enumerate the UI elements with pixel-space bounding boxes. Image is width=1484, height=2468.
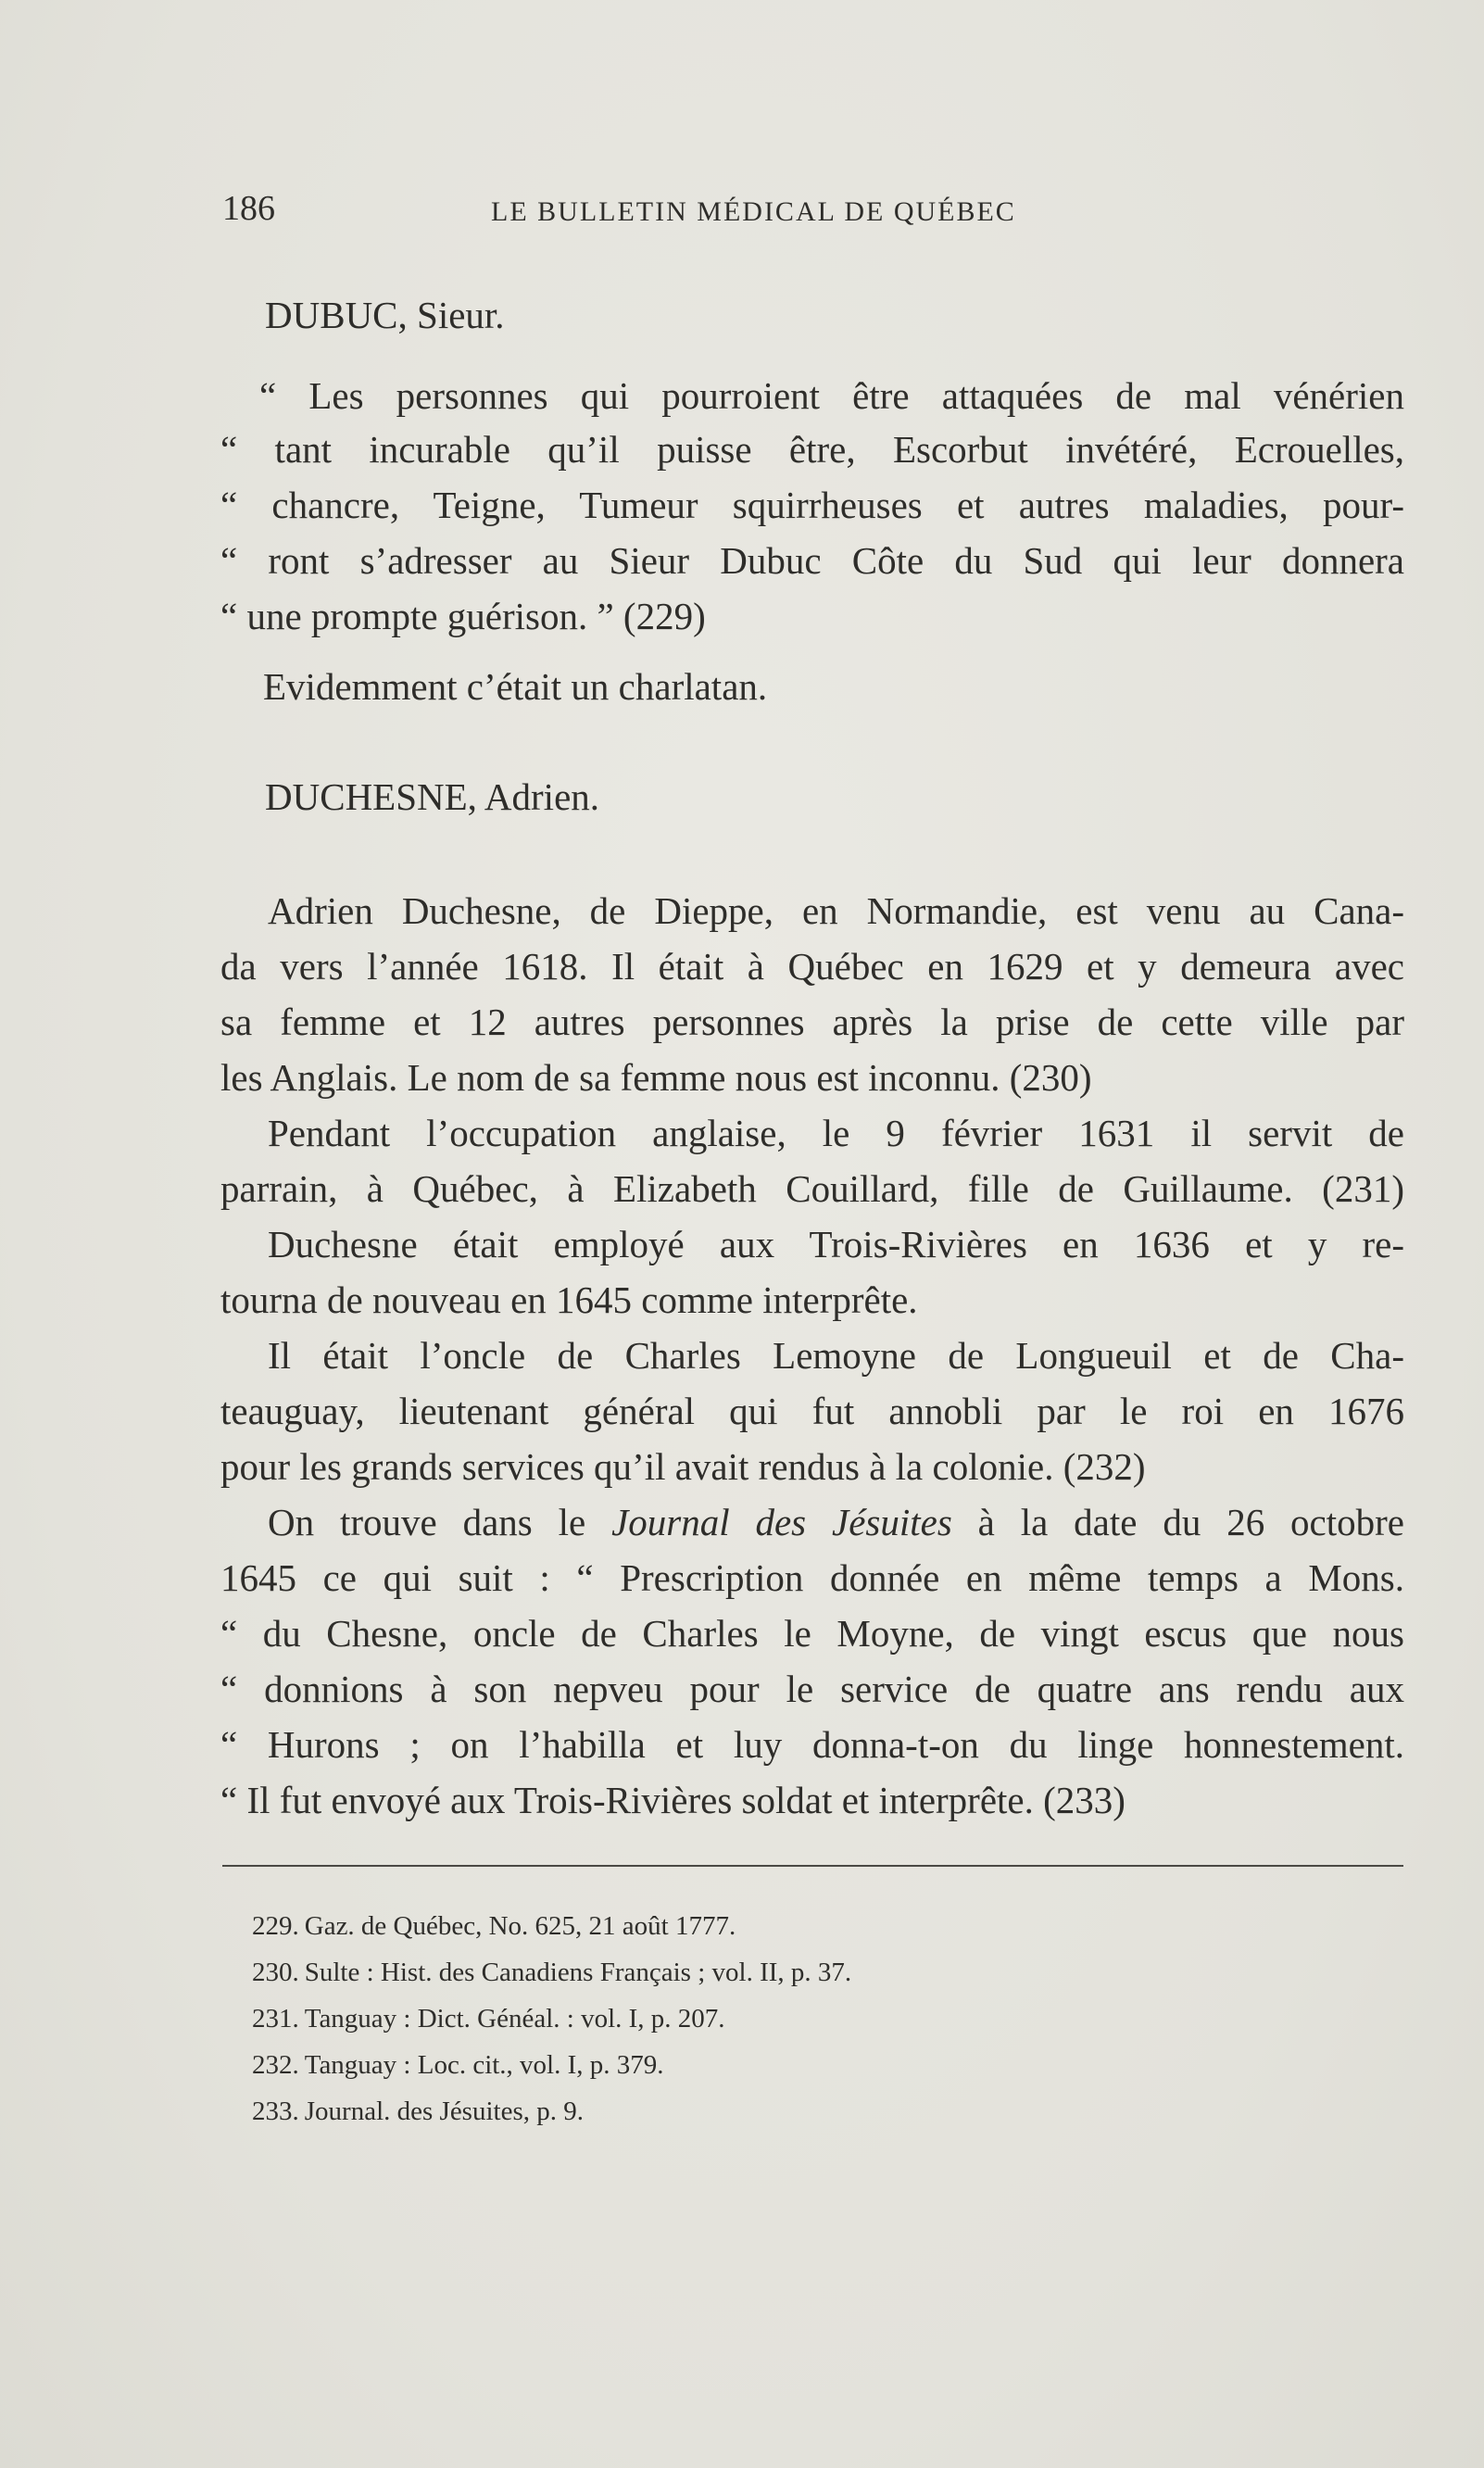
quote-line: “ une prompte guérison. ” (229) bbox=[220, 595, 706, 637]
quote-line: “ chancre, Teigne, Tumeur squirrheuses et autres maladies, pour- bbox=[220, 484, 1404, 526]
footnote-text: Tanguay : Dict. Généal. : vol. I, p. 207. bbox=[304, 2004, 725, 2034]
page-header bbox=[222, 185, 1408, 232]
quote-line: “ Hurons ; on l’habilla et luy donna-t-on du linge honnestement. bbox=[220, 1723, 1404, 1766]
body-line: les Anglais. Le nom de sa femme nous est inconnu. (230) bbox=[220, 1056, 1092, 1099]
body-line: parrain, à Québec, à Elizabeth Couillard, fille de Guillaume. (231) bbox=[220, 1167, 1404, 1210]
body-line: tourna de nouveau en 1645 comme interprête. bbox=[220, 1278, 918, 1321]
comment-line: Evidemment c’était un charlatan. bbox=[263, 665, 768, 708]
page-number: 186 bbox=[222, 189, 275, 228]
footnote bbox=[252, 2093, 584, 2130]
footnote-text: Journal. des Jésuites, p. 9. bbox=[304, 2097, 584, 2126]
body-line-journal bbox=[268, 1496, 1404, 1548]
body-line: teauguay, lieutenant général qui fut annobli par le roi en 1676 bbox=[220, 1390, 1404, 1432]
body-line: Duchesne était employé aux Trois-Rivières en 1636 et y re- bbox=[268, 1223, 1404, 1265]
body-line: Pendant l’occupation anglaise, le 9 février 1631 il servit de bbox=[268, 1112, 1404, 1154]
footnote-number: 232. bbox=[252, 2050, 299, 2080]
footnote-number: 230. bbox=[252, 1958, 299, 1987]
journal-title: Journal des Jésuites bbox=[611, 1501, 952, 1543]
footnote bbox=[252, 1954, 851, 1991]
body-line: pour les grands services qu’il avait rendus à la colonie. (232) bbox=[220, 1445, 1146, 1488]
body-line: da vers l’année 1618. Il était à Québec en 1629 et y demeura avec bbox=[220, 945, 1404, 988]
running-title: LE BULLETIN MÉDICAL DE QUÉBEC bbox=[491, 196, 1016, 227]
footnote-divider bbox=[222, 1865, 1403, 1867]
body-line: sa femme et 12 autres personnes après la prise de cette ville par bbox=[220, 1001, 1404, 1043]
footnote-text: Gaz. de Québec, No. 625, 21 août 1777. bbox=[304, 1911, 736, 1941]
body-line: Adrien Duchesne, de Dieppe, en Normandie, est venu au Cana- bbox=[268, 889, 1404, 932]
quote-line: “ ront s’adresser au Sieur Dubuc Côte du Sud qui leur donnera bbox=[220, 539, 1404, 582]
entry-heading-duchesne: DUCHESNE, Adrien. bbox=[265, 775, 600, 818]
body-line: Il était l’oncle de Charles Lemoyne de Longueuil et de Cha- bbox=[268, 1334, 1404, 1377]
footnote bbox=[252, 2046, 664, 2084]
footnote-text: Sulte : Hist. des Canadiens Français ; vol. II, p. 37. bbox=[304, 1958, 852, 1987]
journal-line-start: On trouve dans le bbox=[268, 1501, 612, 1543]
journal-line-end: à la date du 26 octobre bbox=[951, 1501, 1404, 1543]
footnote-text: Tanguay : Loc. cit., vol. I, p. 379. bbox=[304, 2050, 664, 2080]
footnote-number: 231. bbox=[252, 2004, 299, 2034]
quote-line: “ Les personnes qui pourroient être attaquées de mal vénérien bbox=[259, 374, 1404, 417]
footnote bbox=[252, 2000, 725, 2037]
footnote-number: 233. bbox=[252, 2097, 299, 2126]
quote-line: 1645 ce qui suit : “ Prescription donnée en même temps a Mons. bbox=[220, 1556, 1404, 1599]
quote-line: “ tant incurable qu’il puisse être, Escorbut invétéré, Ecrouelles, bbox=[220, 428, 1404, 471]
footnote-number: 229. bbox=[252, 1911, 299, 1941]
entry-heading-dubuc: DUBUC, Sieur. bbox=[265, 294, 505, 336]
quote-line: “ du Chesne, oncle de Charles le Moyne, de vingt escus que nous bbox=[220, 1612, 1404, 1655]
quote-line: “ Il fut envoyé aux Trois-Rivières soldat et interprête. (233) bbox=[220, 1779, 1126, 1821]
footnote bbox=[252, 1908, 736, 1945]
quote-line: “ donnions à son nepveu pour le service de quatre ans rendu aux bbox=[220, 1668, 1404, 1710]
